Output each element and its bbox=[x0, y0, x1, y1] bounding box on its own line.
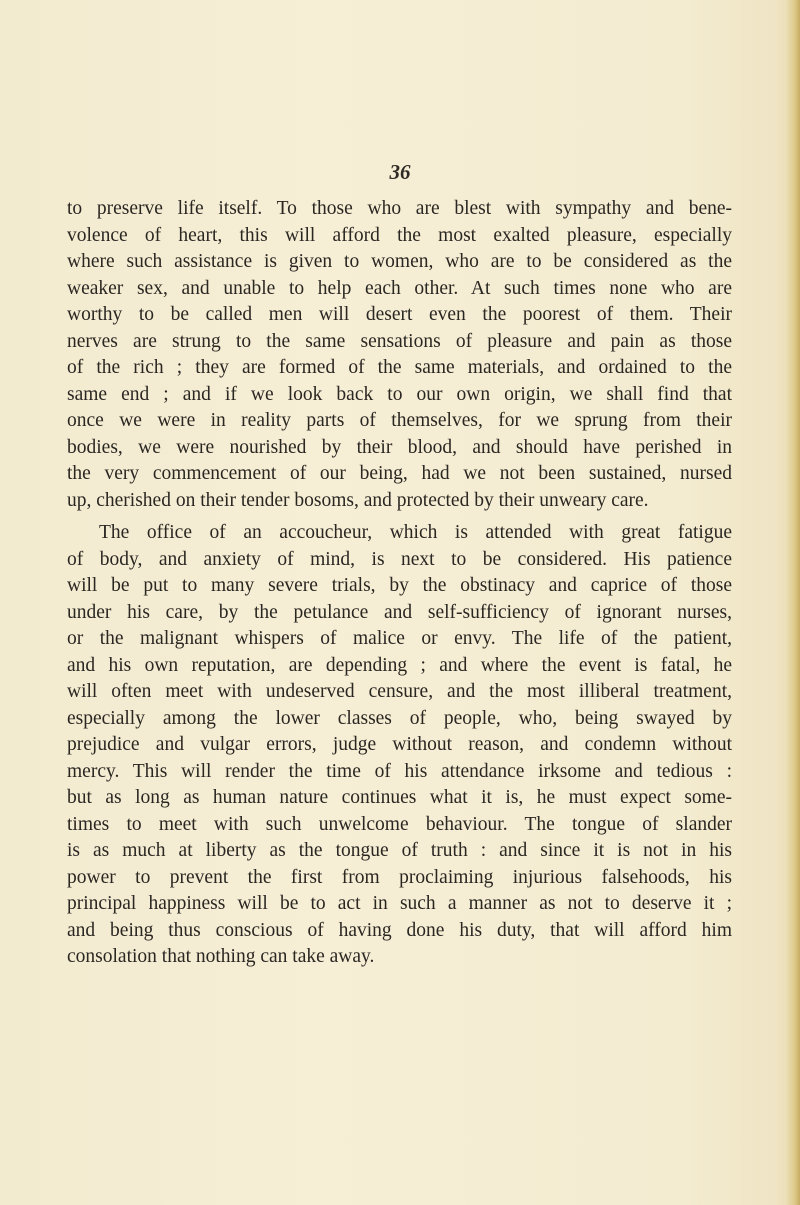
text-line: the very commencement of our being, had we not been sustained, nursed bbox=[67, 463, 732, 484]
paragraph-1 bbox=[67, 196, 732, 514]
text-line: or the malignant whispers of malice or envy. The life of the patient, bbox=[67, 628, 732, 649]
body-text bbox=[67, 196, 732, 971]
text-line: volence of heart, this will afford the most exalted pleasure, especially bbox=[67, 224, 732, 246]
text-line: bodies, we were nourished by their blood, and should have perished in bbox=[67, 436, 732, 458]
text-line: will often meet with undeserved censure, and the most illiberal treatment, bbox=[67, 681, 732, 702]
text-line: principal happiness will be to act in such a manner as not to deserve it ; bbox=[67, 893, 732, 914]
text-line: of body, and anxiety of mind, is next to be considered. His patience bbox=[67, 548, 732, 570]
text-line: of the rich ; they are formed of the same materials, and ordained to the bbox=[67, 357, 732, 378]
text-line: up, cherished on their tender bosoms, and protected by their unweary care. bbox=[67, 489, 649, 511]
text-line: once we were in reality parts of themselves, for we sprung from their bbox=[67, 410, 732, 431]
text-line: and being thus conscious of having done his duty, that will afford him bbox=[67, 919, 732, 941]
text-line: nerves are strung to the same sensations of pleasure and pain as those bbox=[67, 330, 732, 352]
text-line: especially among the lower classes of people, who, being swayed by bbox=[67, 707, 732, 729]
text-line: mercy. This will render the time of his attendance irksome and tedious : bbox=[67, 760, 732, 782]
text-line: will be put to many severe trials, by the obstinacy and caprice of those bbox=[67, 575, 732, 596]
text-line: consolation that nothing can take away. bbox=[67, 946, 375, 967]
text-line: The office of an accoucheur, which is attended with great fatigue bbox=[99, 522, 732, 543]
text-line: is as much at liberty as the tongue of truth : and since it is not in his bbox=[67, 840, 732, 861]
text-line: prejudice and vulgar errors, judge without reason, and condemn without bbox=[67, 734, 732, 755]
paragraph-2 bbox=[67, 520, 732, 971]
page-number: 36 bbox=[389, 160, 411, 184]
text-line: same end ; and if we look back to our own origin, we shall find that bbox=[67, 383, 732, 405]
text-line: times to meet with such unwelcome behaviour. The tongue of slander bbox=[67, 813, 732, 835]
text-line: to preserve life itself. To those who are blest with sympathy and bene- bbox=[67, 198, 732, 219]
text-line: worthy to be called men will desert even the poorest of them. Their bbox=[67, 304, 732, 325]
text-line: under his care, by the petulance and self-sufficiency of ignorant nurses, bbox=[67, 601, 732, 623]
text-line: where such assistance is given to women, who are to be considered as the bbox=[67, 251, 732, 272]
text-line: but as long as human nature continues what it is, he must expect some- bbox=[67, 787, 732, 808]
text-line: power to prevent the first from proclaiming injurious falsehoods, his bbox=[67, 866, 732, 888]
text-line: and his own reputation, are depending ; and where the event is fatal, he bbox=[67, 654, 732, 676]
text-line: weaker sex, and unable to help each other. At such times none who are bbox=[67, 277, 732, 299]
